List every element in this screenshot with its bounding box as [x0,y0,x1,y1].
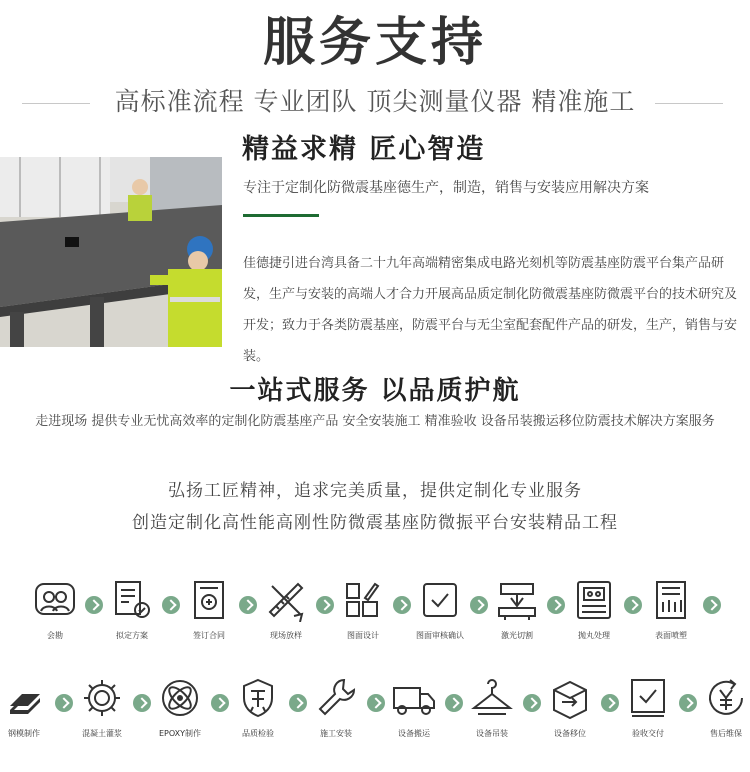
process-step-label: 签订合同 [193,631,225,640]
process-step [631,578,711,642]
steel-mold-icon [2,676,46,720]
contract-icon [187,578,231,622]
process-step [246,578,326,642]
process-step [169,578,249,642]
services-line: 走进现场 提供专业无忧高效率的定制化防震基座产品 安全安装施工 精准验收 设备吊装搬运移位防震技术解决方案服务 [35,414,715,429]
subtitle-row [0,86,750,118]
next-arrow-icon [703,596,721,614]
process-step [140,676,220,740]
process-step-label: 图面审核确认 [416,631,464,640]
process-step [686,676,750,740]
box-move-icon [548,676,592,720]
process-step [296,676,376,740]
process-step [530,676,610,740]
intro-paragraph: 佳德捷引进台湾具备二十九年高端精密集成电路光刻机等防震基座防震平台集产品研发，生产与安装的高端人才合力开展高品质定制化防微震基座防微震平台的技术研究及开发；致力于各类防震基座，防震平台与无尘室配套配件产品的研发，生产，销售与安装。 [243,256,738,364]
hanger-icon [470,676,514,720]
process-step [374,676,454,740]
worker-photo [0,157,222,347]
subtitle: 高标准流程 专业团队 顶尖测量仪器 精准施工 [114,87,636,116]
subtitle-divider-right [655,103,723,104]
gear-icon [80,676,124,720]
slogan-line-1: 弘扬工匠精神，追求完美质量，提供定制化专业服务 [168,481,582,501]
intro-tagline: 专注于定制化防微震基座德生产，制造，销售与安装应用解决方案 [243,180,649,196]
ruler-pencil-icon [264,578,308,622]
process-step-label: 拟定方案 [116,631,148,640]
process-step [452,676,532,740]
process-step [477,578,557,642]
process-step-label: 现场放样 [270,631,302,640]
process-step [554,578,634,642]
process-step-label: 混凝土灌浆 [82,729,122,738]
yen-cycle-icon [704,676,748,720]
checkbox-icon [418,578,462,622]
process-step [15,578,95,642]
process-step-label: 施工安装 [320,729,352,738]
check-frame-icon [626,676,670,720]
process-step [608,676,688,740]
process-step-label: 激光切割 [501,631,533,640]
process-step-label: 验收交付 [632,729,664,738]
design-icon [341,578,385,622]
process-step-label: 抛丸处理 [578,631,610,640]
process-step [400,578,480,642]
document-check-icon [110,578,154,622]
process-step [323,578,403,642]
process-step [62,676,142,740]
process-step-label: 设备搬运 [398,729,430,738]
process-step-label: EPOXY制作 [158,729,202,738]
process-step-label: 设备移位 [554,729,586,738]
atom-icon [158,676,202,720]
intro-heading: 精益求精 匠心智造 [242,134,486,165]
process-step [218,676,298,740]
one-stop-heading: 一站式服务 以品质护航 [229,376,521,406]
slogan-line-2: 创造定制化高性能高刚性防微震基座防微振平台安装精品工程 [132,513,618,533]
people-icon [33,578,77,622]
process-step-label: 售后维保 [710,729,742,738]
process-step [92,578,172,642]
truck-icon [392,676,436,720]
process-step-label: 会勘 [47,631,63,640]
accent-divider [243,214,319,217]
process-step-label: 品质检验 [242,729,274,738]
spray-panel-icon [649,578,693,622]
shot-blast-icon [572,578,616,622]
wrench-icon [314,676,358,720]
process-step [0,676,64,740]
process-step-label: 图面设计 [347,631,379,640]
process-step-label: 设备吊装 [476,729,508,738]
process-step-label: 表面喷塑 [655,631,687,640]
process-step-label: 钢模制作 [8,729,40,738]
laser-cutter-icon [495,578,539,622]
quality-badge-icon [236,676,280,720]
page-title: 服务支持 [262,13,487,73]
